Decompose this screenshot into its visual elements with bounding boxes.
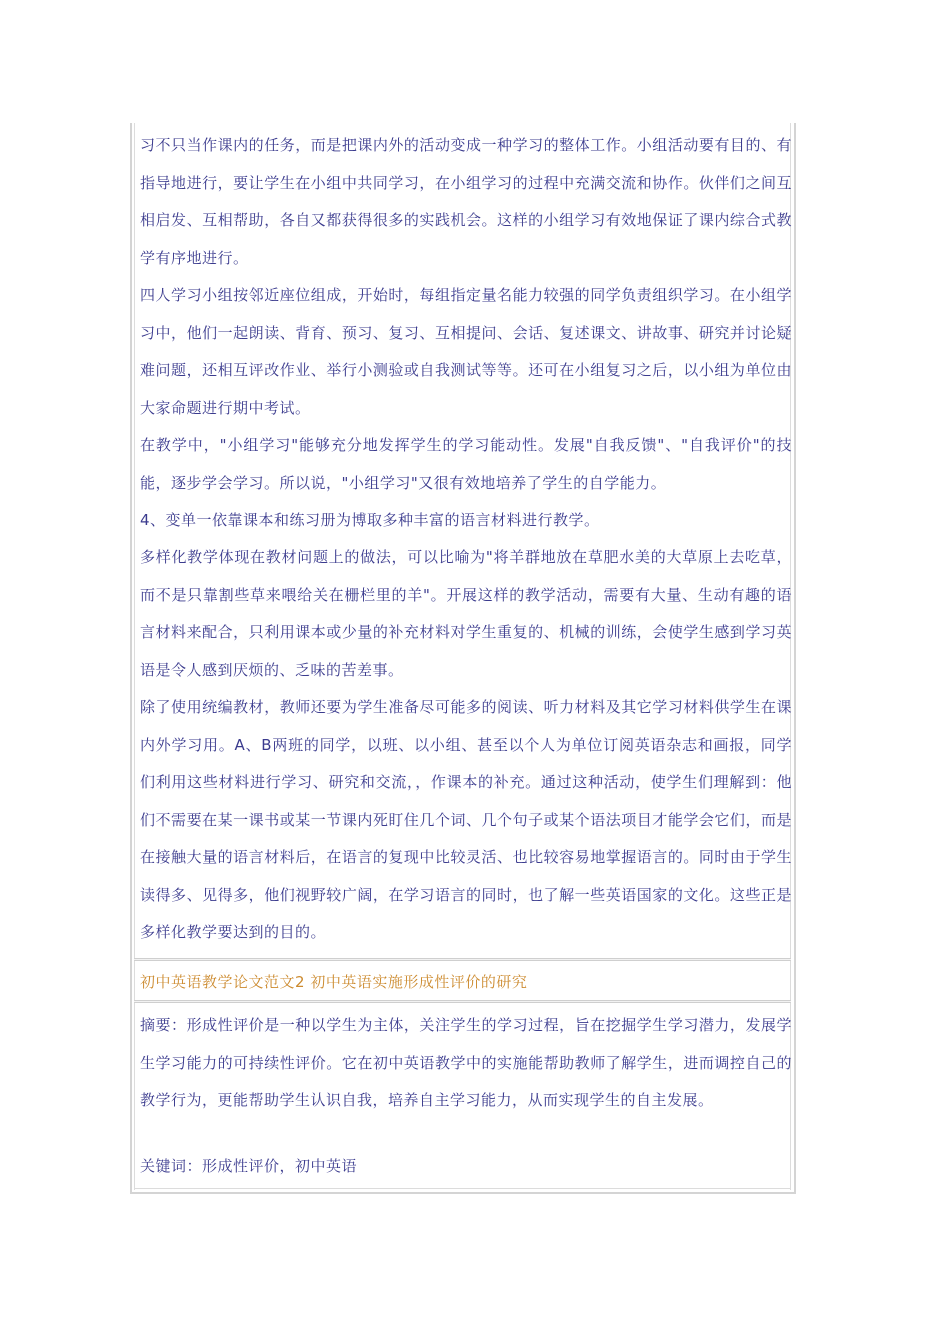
table-inner-border-bottom [134,1188,791,1189]
paragraph-group-learning: 习不只当作课内的任务，而是把课内外的活动变成一种学习的整体工作。小组活动要有目的、有指导地进行，要让学生在小组中共同学习，在小组学习的过程中充满交流和协作。伙伴们之间互相启发、互相帮助，各自又都获得很多的实践机会。这样的小组学习有效地保证了课内综合式教学有序地进行。 [140,136,792,267]
paragraph-four-person-groups: 四人学习小组按邻近座位组成，开始时，每组指定量名能力较强的同学负责组织学习。在小组学习中，他们一起朗读、背育、预习、复习、互相提问、会话、复述课文、讲故事、研究并讨论疑难问题，还相互评改作业、举行小测验或自我测试等等。还可在小组复习之后，以小组为单位由大家命题进行期中考试。 [140,286,792,417]
keywords-line: 关键词：形成性评价，初中英语 [140,1157,358,1175]
section-title: 初中英语教学论文范文2 初中英语实施形成性评价的研究 [140,973,528,991]
paragraph-diversified-teaching: 多样化教学体现在教材问题上的做法，可以比喻为"将羊群地放在草肥水美的大草原上去吃草，而不是只靠割些草来喂给关在栅栏里的羊"。开展这样的教学活动，需要有大量、生动有趣的语言材料来配合，只利用课本或少量的补充材料对学生重复的、机械的训练，会使学生感到学习英语是令人感到厌烦的、乏味的苦差事。 [140,548,792,679]
paragraph-supplementary-materials: 除了使用统编教材，教师还要为学生准备尽可能多的阅读、听力材料及其它学习材料供学生在课内外学习用。A、B两班的同学，以班、以小组、甚至以个人为单位订阅英语杂志和画报，同学们利用这些材料进行学习、研究和交流，，作课本的补充。通过这种活动，使学生们理解到：他们不需要在某一课书或某一节课内死盯住几个词、几个句子或某个语法项目才能学会它们，而是在接触大量的语言材料后，在语言的复现中比较灵活、也比较容易地掌握语言的。同时由于学生读得多、见得多，他们视野较广阔，在学习语言的同时，也了解一些英语国家的文化。这些正是多样化教学要达到的目的。 [140,698,792,941]
paragraph-group-learning-benefits: 在教学中，"小组学习"能够充分地发挥学生的学习能动性。发展"自我反馈"、"自我评价"的技能，逐步学会学习。所以说，"小组学习"又很有效地培养了学生的自学能力。 [140,436,792,492]
section-divider-top [134,958,791,961]
section-divider-bottom [134,1000,791,1003]
table-inner-border-left [134,123,135,1190]
abstract-paragraph: 摘要：形成性评价是一种以学生为主体，关注学生的学习过程，旨在挖掘学生学习潜力，发展学生学习能力的可持续性评价。它在初中英语教学中的实施能帮助教师了解学生，进而调控自己的教学行为，更能帮助学生认识自我，培养自主学习能力，从而实现学生的自主发展。 [140,1016,792,1109]
paragraph-point-4-heading: 4、变单一依靠课本和练习册为博取多种丰富的语言材料进行教学。 [140,511,600,529]
